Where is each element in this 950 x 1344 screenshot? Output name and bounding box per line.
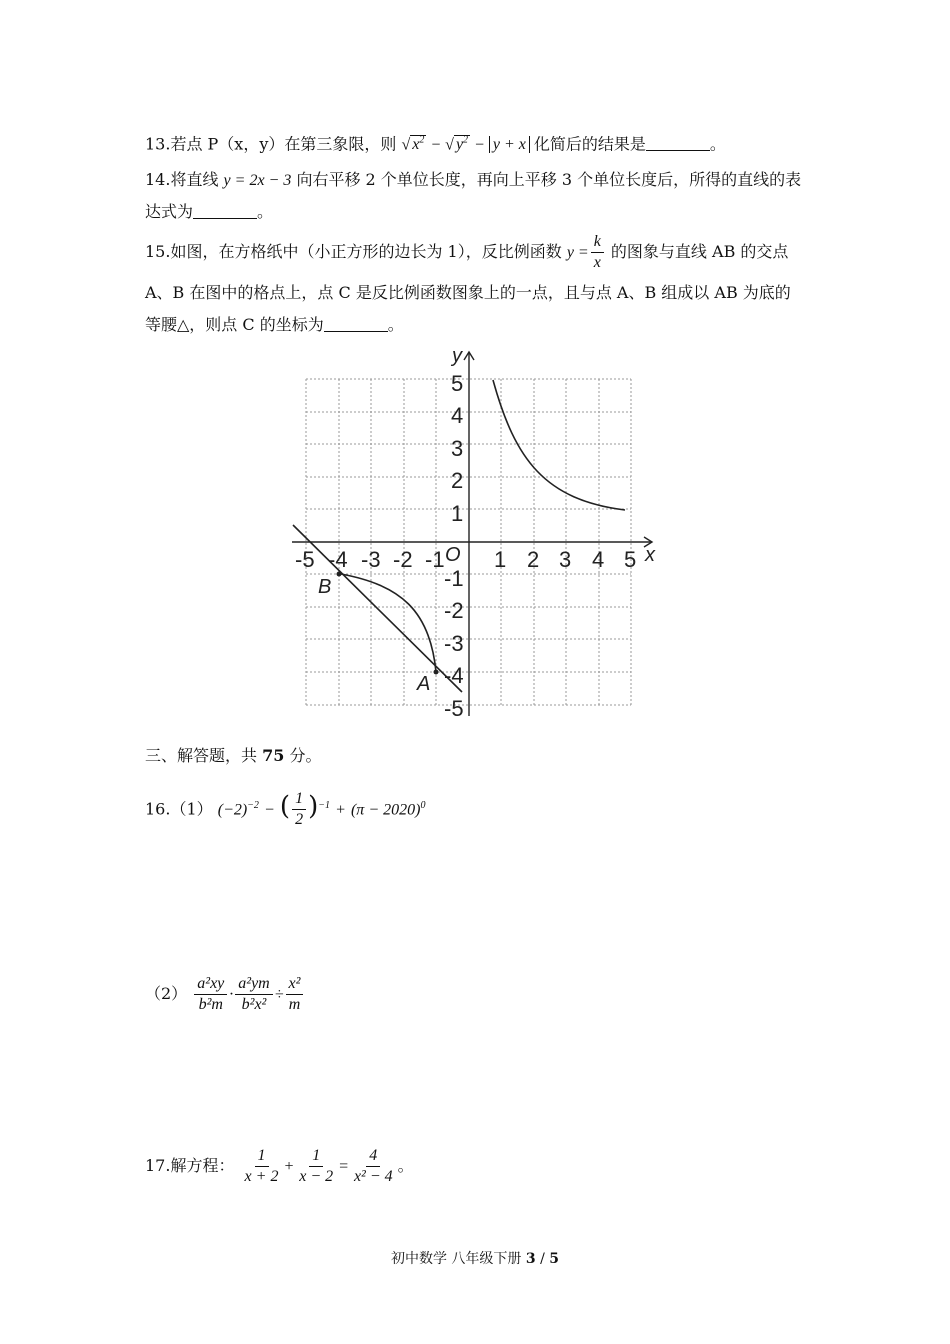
origin-label: O <box>445 544 461 566</box>
x-tick-neg4: -4 <box>328 547 348 572</box>
q14-equation: y = 2x − 3 <box>223 172 292 189</box>
x-tick-neg1: -1 <box>425 547 445 572</box>
label-b: B <box>318 576 332 598</box>
y-tick-3: 3 <box>451 436 464 461</box>
question-13: 13.若点 P（x，y）在第三象限，则 √ $x^2$ − √ $y^2 - y + x$ 化简后的结果是 。 <box>145 134 726 154</box>
y-tick-neg2: -2 <box>444 598 464 623</box>
x-tick-neg5: -5 <box>295 547 315 572</box>
q14-answer-blank[interactable] <box>193 202 257 219</box>
point-a <box>434 670 439 675</box>
hyperbola-third-quadrant <box>341 574 436 672</box>
y-tick-1: 1 <box>451 501 464 526</box>
x-tick-neg2: -2 <box>393 547 413 572</box>
x-tick-4: 4 <box>592 547 605 572</box>
section-3-title: 三、解答题，共 75 分。 <box>145 746 322 765</box>
q15-answer-blank[interactable] <box>324 315 388 332</box>
question-16-part1: 16.（1） $(-2)^{-2}$ − ( $\frac{1}{2}$ )$^{-1} + (\pi - 2020)^0$ <box>145 790 426 829</box>
axes <box>292 352 652 716</box>
q15-function-fraction: $\frac{k}{x}$ <box>591 233 604 272</box>
point-b <box>337 572 342 577</box>
question-14: 14.将直线 y = 2x − 3 向右平移 2 个单位长度，再向上平移 3 个单位长度后，所得的直线的表 <box>145 170 802 189</box>
x-tick-3: 3 <box>559 547 572 572</box>
q13-prefix: 13.若点 P（x，y）在第三象限，则 <box>145 134 397 154</box>
y-tick-neg1: -1 <box>444 566 464 591</box>
y-tick-4: 4 <box>451 403 464 428</box>
question-15: 15.如图，在方格纸中（小正方形的边长为 1），反比例函数 y = $\frac{k}{x}$ 的图象与直线 AB 的交点 <box>145 233 789 271</box>
page-footer: 初中数学 八年级下册 3 / 5 <box>390 1251 560 1267</box>
question-14-line2: 达式为 。 <box>145 202 274 221</box>
coordinate-graph <box>280 345 670 725</box>
question-16-part2: （2） $\frac{\text{a²xy}}{\text{b²m}}$ · $\frac{\text{a²ym}}{\text{b²x²}}$ ÷ $\frac{\text{x²}}{m}$ <box>145 972 305 1017</box>
y-tick-2: 2 <box>451 468 464 493</box>
question-15-line3: 等腰△，则点 C 的坐标为 。 <box>145 315 404 334</box>
y-tick-neg3: -3 <box>444 631 464 656</box>
y-tick-neg4: -4 <box>444 663 464 688</box>
hyperbola-first-quadrant <box>493 380 625 510</box>
x-tick-1: 1 <box>494 547 507 572</box>
q13-suffix: 化简后的结果是 <box>533 134 646 154</box>
question-17: 17.解方程： $\frac{1}{x + 2}$ + $\frac{1}{x - 2}$ = $\frac{4}{\text{x² − 4}}$ 。 <box>145 1147 414 1185</box>
q13-expression: √ $x^2$ − √ $y^2 - y + x$ <box>401 135 533 153</box>
x-tick-2: 2 <box>527 547 540 572</box>
q13-answer-blank[interactable] <box>646 134 710 151</box>
axis-label-y: y <box>452 345 462 367</box>
x-tick-5: 5 <box>624 547 637 572</box>
x-tick-neg3: -3 <box>361 547 381 572</box>
axis-label-x: x <box>645 544 655 566</box>
y-tick-5: 5 <box>451 371 464 396</box>
y-tick-neg5: -5 <box>444 696 464 721</box>
label-a: A <box>417 673 431 695</box>
question-15-line2: A、B 在图中的格点上，点 C 是反比例函数图象上的一点，且与点 A、B 组成以 AB 为底的 <box>145 283 791 302</box>
